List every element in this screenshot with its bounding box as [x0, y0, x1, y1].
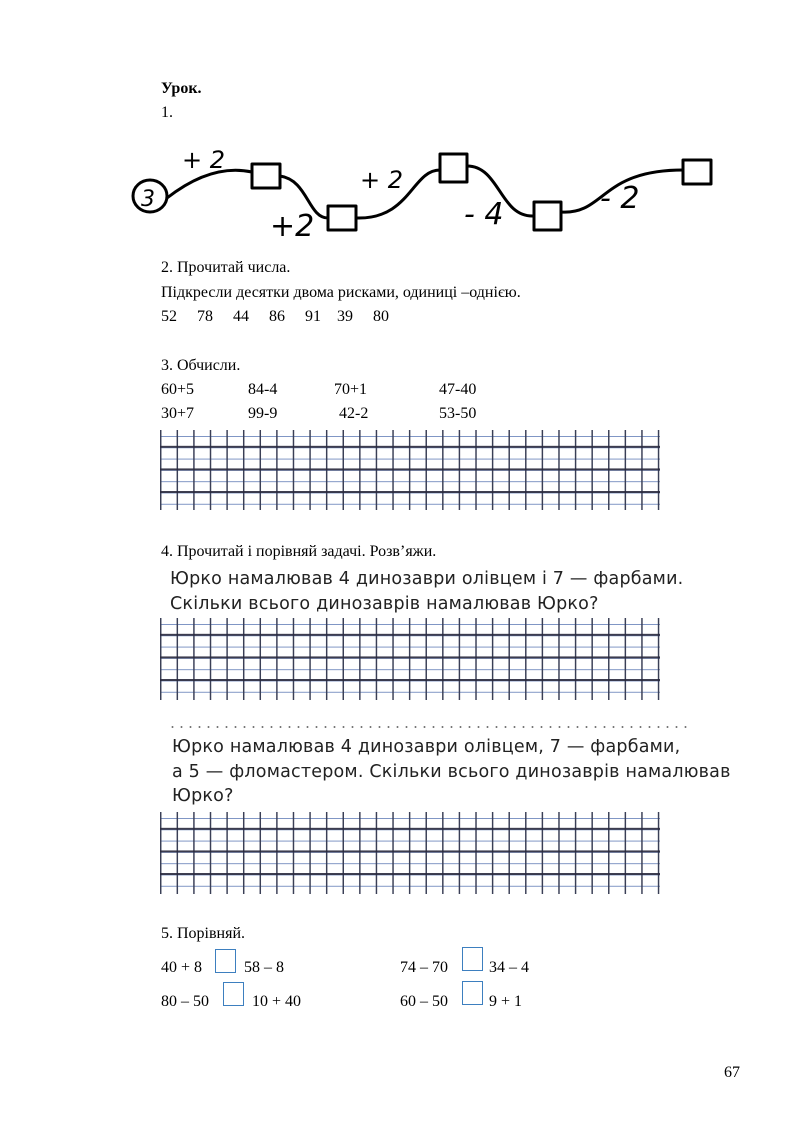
chain-op-3: + 2 — [360, 166, 404, 194]
number-chain-drawing — [130, 140, 730, 250]
task3-expr-2-3: 42-2 — [339, 405, 369, 422]
compare-box-2[interactable] — [462, 947, 483, 971]
compare-left-4: 60 – 50 — [400, 993, 448, 1010]
task4-problem2-answer-grid[interactable] — [160, 812, 660, 894]
task3-expr-2-2: 99-9 — [248, 405, 278, 422]
compare-left-1: 40 + 8 — [161, 959, 203, 976]
task4-problem2-line2: а 5 — фломастером. Скільки всього динозаврів намалював — [172, 762, 731, 782]
task4-problem1-answer-grid[interactable] — [160, 618, 660, 700]
task3-expr-2-4: 53-50 — [439, 405, 477, 422]
chain-op-4: - 4 — [464, 197, 504, 232]
task3-expr-1-1: 60+5 — [161, 381, 195, 398]
task4-problem2-line1: Юрко намалював 4 динозаври олівцем, 7 — фарбами, — [172, 737, 681, 757]
compare-box-3[interactable] — [223, 982, 244, 1006]
chain-op-5: - 2 — [600, 181, 640, 216]
task4-problem2-line3: Юрко? — [172, 786, 234, 806]
page-number: 67 — [724, 1064, 740, 1081]
task3-title: 3. Обчисли. — [161, 357, 241, 374]
compare-box-4[interactable] — [462, 981, 483, 1005]
compare-right-1: 58 – 8 — [244, 959, 284, 976]
task3-expr-1-3: 70+1 — [334, 381, 368, 398]
task3-expr-1-2: 84-4 — [248, 381, 278, 398]
separator-dots — [168, 725, 688, 729]
compare-right-4: 9 + 1 — [489, 993, 523, 1010]
compare-left-3: 80 – 50 — [161, 993, 209, 1010]
chain-start-value: 3 — [141, 187, 155, 212]
task3-expr-1-4: 47-40 — [439, 381, 477, 398]
compare-left-2: 74 – 70 — [400, 959, 448, 976]
compare-right-2: 34 – 4 — [489, 959, 529, 976]
task2-title: 2. Прочитай числа. — [161, 259, 291, 276]
task4-problem1-line2: Скільки всього динозаврів намалював Юрко? — [170, 594, 599, 614]
compare-box-1[interactable] — [215, 949, 236, 973]
task5-title: 5. Порівняй. — [161, 925, 246, 942]
task4-title: 4. Прочитай і порівняй задачі. Розв’яжи. — [161, 543, 437, 560]
task3-answer-grid[interactable] — [160, 430, 660, 510]
task4-problem1-line1: Юрко намалював 4 динозаври олівцем і 7 — фарбами. — [170, 569, 684, 589]
chain-op-1: + 2 — [182, 146, 226, 174]
chain-op-2: +2 — [270, 209, 315, 244]
lesson-title: Урок. — [161, 80, 202, 97]
task1-number: 1. — [161, 104, 173, 121]
task3-expr-2-1: 30+7 — [161, 405, 195, 422]
compare-right-3: 10 + 40 — [252, 993, 302, 1010]
task2-instruction: Підкресли десятки двома рисками, одиниці –однією. — [161, 284, 521, 301]
task2-numbers: 52 78 44 86 91 39 80 — [161, 308, 389, 325]
